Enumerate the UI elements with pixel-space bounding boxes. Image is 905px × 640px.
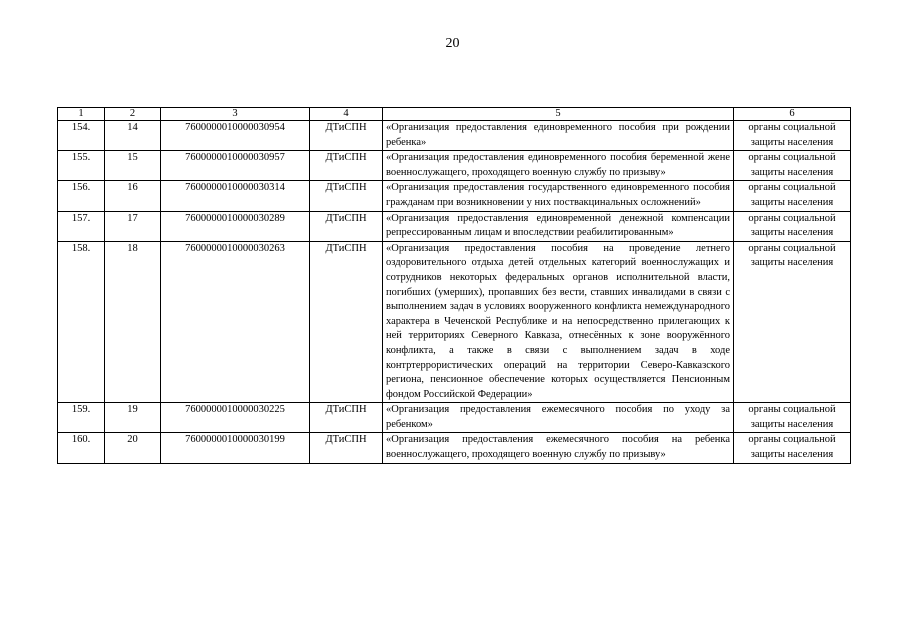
services-table (57, 107, 851, 464)
service-code: 7600000010000030954 (161, 121, 310, 151)
executor: органы социальной защиты населения (734, 181, 851, 211)
row-number: 155. (58, 151, 105, 181)
column-header: 6 (734, 108, 851, 121)
service-description: «Организация предоставления единовременного пособия беременной жене военнослужащего, проходящего военную службу по призыву» (383, 151, 734, 181)
column-header: 5 (383, 108, 734, 121)
row-number: 158. (58, 241, 105, 403)
service-description: «Организация предоставления государственного единовременного пособия гражданам при возникновении у них поствакцинальных осложнений» (383, 181, 734, 211)
service-description: «Организация предоставления ежемесячного пособия на ребенка военнослужащего, проходящего военную службу по призыву» (383, 433, 734, 463)
department: ДТиСПН (310, 151, 383, 181)
table-row (58, 181, 851, 211)
row-number: 157. (58, 211, 105, 241)
table-row (58, 151, 851, 181)
service-code: 7600000010000030263 (161, 241, 310, 403)
row-index: 20 (105, 433, 161, 463)
row-number: 156. (58, 181, 105, 211)
service-code: 7600000010000030225 (161, 403, 310, 433)
service-description: «Организация предоставления ежемесячного пособия по уходу за ребенком» (383, 403, 734, 433)
service-description: «Организация предоставления единовременного пособия при рождении ребенка» (383, 121, 734, 151)
row-number: 154. (58, 121, 105, 151)
table-row (58, 433, 851, 463)
column-header: 1 (58, 108, 105, 121)
table-header-row (58, 108, 851, 121)
department: ДТиСПН (310, 121, 383, 151)
row-number: 160. (58, 433, 105, 463)
row-number: 159. (58, 403, 105, 433)
service-description: «Организация предоставления пособия на проведение летнего оздоровительного отдыха детей отдельных категорий военнослужащих и сотрудников некоторых федеральных органов исполнительной власти, погибших (умерших), пропавших без вести, ставших инвалидами в связи с выполнением задач в условиях вооруженного конфликта немеждународного характера в Чеченской Республике и на непосредственно прилегающих к ней территориях Северного Кавказа, отнесённых к зоне вооружённого конфликта, а также в связи с выполнением задач в ходе контртеррористических операций на территории Северо-Кавказского региона, пенсионное обеспечение которых осуществляется Пенсионным фондом Российской Федерации» (383, 241, 734, 403)
executor: органы социальной защиты населения (734, 433, 851, 463)
row-index: 16 (105, 181, 161, 211)
service-code: 7600000010000030199 (161, 433, 310, 463)
row-index: 17 (105, 211, 161, 241)
executor: органы социальной защиты населения (734, 211, 851, 241)
table-row (58, 403, 851, 433)
department: ДТиСПН (310, 403, 383, 433)
table-row (58, 241, 851, 403)
column-header: 3 (161, 108, 310, 121)
column-header: 4 (310, 108, 383, 121)
row-index: 15 (105, 151, 161, 181)
table-row (58, 121, 851, 151)
executor: органы социальной защиты населения (734, 121, 851, 151)
service-code: 7600000010000030289 (161, 211, 310, 241)
table-row (58, 211, 851, 241)
department: ДТиСПН (310, 211, 383, 241)
department: ДТиСПН (310, 241, 383, 403)
executor: органы социальной защиты населения (734, 151, 851, 181)
row-index: 19 (105, 403, 161, 433)
service-description: «Организация предоставления единовременной денежной компенсации репрессированным лицам и впоследствии реабилитированным» (383, 211, 734, 241)
row-index: 14 (105, 121, 161, 151)
executor: органы социальной защиты населения (734, 241, 851, 403)
service-code: 7600000010000030314 (161, 181, 310, 211)
column-header: 2 (105, 108, 161, 121)
executor: органы социальной защиты населения (734, 403, 851, 433)
row-index: 18 (105, 241, 161, 403)
page-number: 20 (445, 36, 460, 51)
service-code: 7600000010000030957 (161, 151, 310, 181)
department: ДТиСПН (310, 433, 383, 463)
department: ДТиСПН (310, 181, 383, 211)
